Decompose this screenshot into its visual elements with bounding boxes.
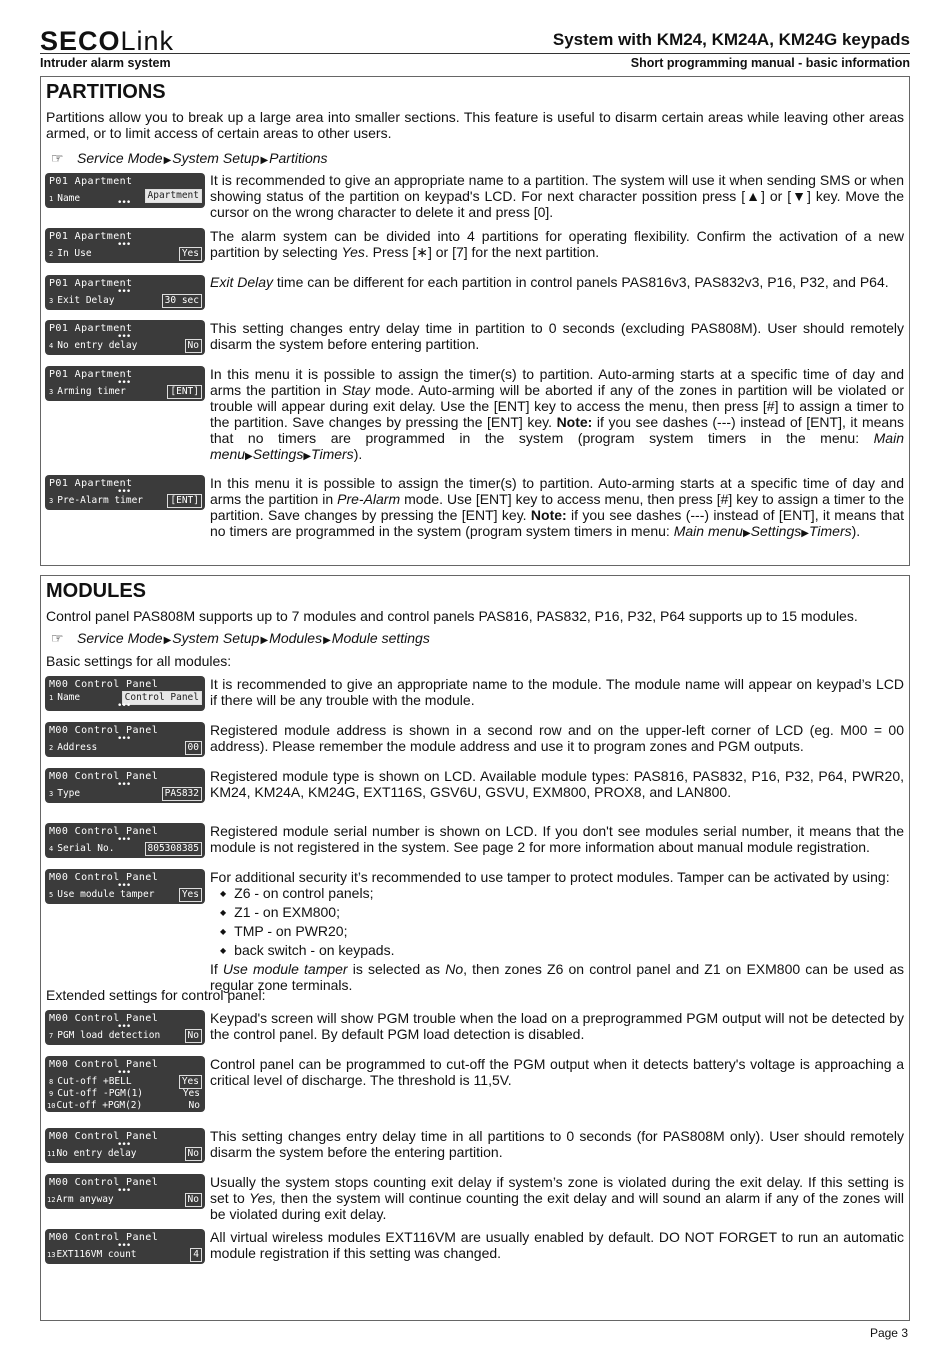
lcd-item-number: 3	[49, 297, 54, 305]
lcd-item-number: 7	[49, 1032, 54, 1040]
partitions-section	[40, 76, 910, 566]
path-item: Service Mode	[77, 150, 163, 166]
document-title: System with KM24, KM24A, KM24G keypads	[552, 30, 910, 49]
lcd-item-label: EXT116VM count	[56, 1249, 137, 1260]
lcd-item-number: 13	[47, 1251, 56, 1259]
lcd-value: Apartment	[145, 189, 202, 203]
extended-settings-label: Extended settings for control panel:	[46, 987, 266, 1003]
lcd-value: No	[185, 1193, 202, 1207]
desc-italic: Exit Delay	[210, 274, 274, 290]
lcd-line1: M00 Control Panel	[49, 679, 159, 690]
desc-italic: Yes,	[249, 1190, 277, 1206]
lcd-line2	[49, 193, 80, 204]
lcd-dots: •••	[117, 1140, 131, 1150]
lcd-line2	[47, 1249, 137, 1260]
lcd-item-label: No entry delay	[56, 1148, 137, 1159]
setting-description: Control panel can be programmed to cut-off the PGM output when it detects battery's voltage is approaching a critical level of discharge. The threshold is 11,5V.	[210, 1056, 904, 1088]
list-item: ◆ Z1 - on EXM800;	[220, 904, 904, 923]
desc-text: time can be different for each partition in control panels PAS816v3, PAS832v3, P16, P32, and P64.	[273, 274, 889, 290]
lcd-dots: •••	[117, 1186, 131, 1196]
desc-text: ).	[353, 446, 363, 462]
lcd-line1: P01 Apartment	[49, 369, 133, 380]
lcd-line1: M00 Control Panel	[49, 771, 159, 782]
lcd-line2	[49, 248, 92, 259]
lcd-line2	[49, 889, 154, 900]
lcd-item-number: 3	[49, 388, 54, 396]
triangle-right-icon: ▶	[163, 635, 172, 646]
desc-text: ).	[851, 523, 861, 539]
lcd-display	[45, 320, 205, 355]
note-label: Note:	[556, 414, 593, 430]
lcd-dots: •••	[117, 734, 131, 744]
lcd-value: Yes	[182, 1088, 200, 1099]
desc-text: if you see dashes (---) instead of [ENT], it means that no timers are programmed in the system (program system timers in the menu:	[210, 414, 904, 446]
lcd-line1: P01 Apartment	[49, 478, 133, 489]
page-header	[40, 22, 910, 74]
list-item: ◆ back switch - on keypads.	[220, 942, 904, 961]
desc-text: In this menu it is possible to assign the timer(s) to partition. Auto-arming starts at a specific time of day and arms the partition in	[210, 475, 904, 507]
lcd-line2	[49, 295, 114, 306]
lcd-line2	[49, 843, 114, 854]
lcd-item-number: 4	[49, 342, 54, 350]
list-item: ◆ TMP - on PWR20;	[220, 923, 904, 942]
desc-italic: Settings	[252, 446, 304, 462]
desc-italic: Settings	[750, 523, 802, 539]
lcd-display	[45, 1174, 205, 1209]
setting-description: This setting changes entry delay time in all partitions to 0 seconds (for PAS808M only). User should remotely disarm the system before the entering partition.	[210, 1128, 904, 1160]
note-label: Note:	[530, 507, 567, 523]
lcd-line1: P01 Apartment	[49, 231, 133, 242]
lcd-dots: •••	[117, 1068, 131, 1078]
setting-description	[210, 366, 904, 465]
desc-italic: Timers	[311, 446, 354, 462]
setting-description	[210, 228, 904, 260]
lcd-line	[47, 1100, 142, 1111]
document-subtitle-right: Short programming manual - basic information	[630, 56, 910, 70]
setting-description: Registered module serial number is shown on LCD. If you don't see modules serial number, it means that the module is not registered in the system. See page 2 for more information about manual module registration.	[210, 823, 904, 855]
lcd-value: 4	[190, 1248, 202, 1262]
desc-text: Usually the system stops counting exit delay if system’s zone is violated during the exit delay. If this setting is set to	[210, 1174, 904, 1206]
lcd-display	[45, 1010, 205, 1045]
lcd-item-label: Exit Delay	[57, 295, 115, 306]
lcd-display	[45, 1229, 205, 1264]
desc-italic: Main menu	[673, 523, 743, 539]
lcd-display	[45, 676, 205, 711]
setting-description: It is recommended to give an appropriate name to the module. The module name will appear on keypad’s LCD if there will be any trouble with the module.	[210, 676, 904, 708]
lcd-line2	[47, 1148, 137, 1159]
section-title: MODULES	[46, 580, 146, 602]
desc-italic: Stay	[341, 382, 370, 398]
menu-path	[51, 150, 328, 167]
setting-description	[210, 1174, 904, 1222]
lcd-item-label: No entry delay	[57, 340, 138, 351]
lcd-value: Yes	[179, 247, 202, 261]
desc-text: The alarm system can be divided into 4 partitions for operating flexibility. Confirm the activation of a new partition by selecting	[210, 228, 904, 260]
lcd-item-label: Name	[57, 193, 81, 204]
lcd-display	[45, 475, 205, 510]
document-subtitle-left: Intruder alarm system	[40, 56, 171, 70]
desc-text: In this menu it is possible to assign the timer(s) to partition. Auto-arming starts at a specific time of day and arms the partition in	[210, 366, 904, 398]
lcd-display	[45, 823, 205, 858]
path-item: Service Mode	[77, 630, 163, 646]
lcd-value: Yes	[179, 888, 202, 902]
header-divider	[40, 53, 910, 54]
lcd-line2	[49, 495, 143, 506]
path-item: System Setup	[172, 630, 260, 646]
lcd-dots: •••	[117, 881, 131, 891]
setting-description: Registered module type is shown on LCD. Available module types: PAS816, PAS832, P16, P32, P64, PWR20, KM24, KM24A, KM24G, EXT116S, GSV6U, GSVU, EXM800, PROX8, and LAN800.	[210, 768, 904, 800]
lcd-item-number: 11	[47, 1150, 56, 1158]
lcd-dots: •••	[117, 835, 131, 845]
bullet-list	[220, 885, 904, 961]
lcd-item-label: Arming timer	[57, 386, 126, 397]
menu-path	[51, 630, 430, 647]
lcd-line2	[49, 742, 97, 753]
path-item: Partitions	[269, 150, 328, 166]
triangle-right-icon: ▶	[260, 635, 269, 646]
lcd-line1: M00 Control Panel	[49, 1013, 159, 1024]
lcd-line	[49, 1088, 143, 1099]
lcd-dots: •••	[117, 287, 131, 297]
basic-settings-label: Basic settings for all modules:	[46, 653, 232, 669]
lcd-line2	[49, 340, 137, 351]
desc-italic: No	[445, 961, 464, 977]
triangle-right-icon: ▶	[801, 528, 809, 539]
desc-italic: Yes	[341, 244, 365, 260]
lcd-line1: M00 Control Panel	[49, 872, 159, 883]
desc-text: For additional security it’s recommended to use tamper to protect modules. Tamper can be activated by using:	[210, 869, 890, 885]
lcd-item-number: 8	[49, 1078, 54, 1086]
lcd-dots: •••	[117, 240, 131, 250]
lcd-display	[45, 173, 205, 208]
lcd-item-number: 2	[49, 250, 54, 258]
lcd-item-label: In Use	[57, 248, 92, 259]
lcd-item-label: Serial No.	[57, 843, 115, 854]
setting-description: All virtual wireless modules EXT116VM are usually enabled by default. DO NOT FORGET to run an automatic module registration if this setting was changed.	[210, 1229, 904, 1261]
desc-text: mode. Use [ENT] key to access menu, then press [#] key to assign a timer to the partition. Save changes by pressing the [ENT] key.	[210, 491, 904, 523]
desc-text: . Press [∗] or [7] for the next partition.	[364, 244, 600, 260]
lcd-display	[45, 1056, 205, 1112]
triangle-right-icon: ▶	[260, 155, 269, 166]
lcd-item-label: Cut-off +BELL	[57, 1076, 132, 1087]
modules-section	[40, 575, 910, 1321]
lcd-dots: •••	[117, 487, 131, 497]
lcd-display	[45, 869, 205, 904]
triangle-right-icon: ▶	[245, 451, 253, 462]
triangle-right-icon: ▶	[163, 155, 172, 166]
lcd-item-label: Address	[57, 742, 98, 753]
lcd-dots: •••	[117, 701, 131, 711]
setting-description: Keypad's screen will show PGM trouble when the load on a preprogrammed PGM output will not be detected by the control panel. By default PGM load detection is disabled.	[210, 1010, 904, 1042]
lcd-display	[45, 366, 205, 401]
lcd-dots: •••	[117, 332, 131, 342]
lcd-dots: •••	[117, 1241, 131, 1251]
lcd-display	[45, 1128, 205, 1163]
lcd-item-label: Use module tamper	[57, 889, 155, 900]
lcd-item-number: 2	[49, 744, 54, 752]
lcd-item-number: 12	[47, 1196, 56, 1204]
lcd-line1: M00 Control Panel	[49, 725, 159, 736]
lcd-line1: P01 Apartment	[49, 176, 133, 187]
lcd-value: No	[185, 1029, 202, 1043]
lcd-item-number: 10	[47, 1102, 56, 1110]
lcd-line2	[49, 692, 80, 703]
lcd-value: Control Panel	[122, 691, 202, 705]
lcd-value: Yes	[179, 1075, 202, 1089]
lcd-dots: •••	[117, 780, 131, 790]
lcd-value: 00	[185, 741, 202, 755]
setting-description	[210, 869, 904, 993]
lcd-line2	[47, 1194, 114, 1205]
lcd-line1: M00 Control Panel	[49, 1232, 159, 1243]
path-item: Module settings	[331, 630, 430, 646]
lcd-item-number: 4	[49, 845, 54, 853]
desc-text: then the system will continue counting the exit delay and will sound an alarm if any of the zones will be violated during exit delay.	[210, 1190, 904, 1222]
lcd-display	[45, 722, 205, 757]
lcd-line1: P01 Apartment	[49, 323, 133, 334]
desc-text: is selected as	[347, 961, 446, 977]
lcd-display	[45, 768, 205, 803]
lcd-value: No	[185, 1147, 202, 1161]
lcd-item-label: Cut-off -PGM(1)	[57, 1088, 144, 1099]
lcd-dots: •••	[117, 198, 131, 208]
setting-description: This setting changes entry delay time in partition to 0 seconds (excluding PAS808M). User should remotely disarm the system before entering partition.	[210, 320, 904, 352]
section-intro: Partitions allow you to break up a large area into smaller sections. This feature is useful to disarm certain areas while leaving other areas armed, or to limit access of certain areas to other users.	[46, 109, 904, 141]
path-item: Modules	[269, 630, 323, 646]
lcd-line1: M00 Control Panel	[49, 1059, 159, 1070]
lcd-value: 30 sec	[162, 294, 202, 308]
lcd-item-label: Name	[57, 692, 81, 703]
lcd-line1: M00 Control Panel	[49, 1131, 159, 1142]
logo-part-a: SECO	[40, 26, 121, 56]
lcd-display	[45, 275, 205, 310]
setting-description: It is recommended to give an appropriate name to a partition. The system will use it when sending SMS or when showing status of the partition on keypad's LCD. For next character possition press [▲] or [▼] key. Move the cursor on the wrong character to delete it and press [0].	[210, 172, 904, 220]
desc-italic: Pre-Alarm	[337, 491, 401, 507]
setting-description: Registered module address is shown in a second row and on the upper-left corner of LCD (eg. M00 = 00 address). Please remember the module address and use it to program zones and PGM outputs.	[210, 722, 904, 754]
lcd-line2	[49, 1030, 160, 1041]
lcd-value: [ENT]	[167, 494, 202, 508]
lcd-item-number: 5	[49, 891, 54, 899]
section-title: PARTITIONS	[46, 81, 166, 103]
lcd-dots: •••	[117, 378, 131, 388]
lcd-value: [ENT]	[167, 385, 202, 399]
lcd-item-label: Type	[57, 788, 81, 799]
lcd-item-number: 3	[49, 790, 54, 798]
section-intro: Control panel PAS808M supports up to 7 modules and control panels PAS816, PAS832, P16, P32, P64 supports up to 15 modules.	[46, 608, 858, 624]
setting-description	[210, 475, 904, 542]
list-item: ◆ Z6 - on control panels;	[220, 885, 904, 904]
lcd-line1: M00 Control Panel	[49, 826, 159, 837]
lcd-item-number: 1	[49, 195, 54, 203]
page-number: Page 3	[869, 1326, 908, 1340]
pointing-hand-icon: ☞	[51, 630, 64, 646]
lcd-item-number: 1	[49, 694, 54, 702]
lcd-dots: •••	[117, 1022, 131, 1032]
lcd-value: PAS832	[162, 787, 202, 801]
desc-text: If	[210, 961, 223, 977]
desc-italic: Main menu	[210, 430, 904, 462]
desc-text: if you see dashes (---) instead of [ENT], it means that no timers are programmed in the system (program system timers in menu:	[210, 507, 904, 539]
desc-italic: Timers	[808, 523, 852, 539]
lcd-item-label: Arm anyway	[56, 1194, 114, 1205]
triangle-right-icon: ▶	[742, 528, 751, 539]
lcd-value: No	[185, 339, 202, 353]
desc-text: , then zones Z6 on control panel and Z1 on EXM800 can be used as regular zone terminals.	[210, 961, 904, 993]
lcd-value: No	[188, 1100, 200, 1111]
lcd-line	[49, 1076, 132, 1087]
pointing-hand-icon: ☞	[51, 150, 64, 166]
desc-italic: Use module tamper	[222, 961, 348, 977]
triangle-right-icon: ▶	[303, 451, 312, 462]
path-item: System Setup	[172, 150, 260, 166]
lcd-item-number: 9	[49, 1090, 54, 1098]
logo-part-b: Link	[120, 26, 175, 56]
lcd-line2	[49, 386, 126, 397]
lcd-display	[45, 228, 205, 263]
desc-text: mode. Auto-arming will be aborted if any of the zones in partition will be violated or trouble will appear during exit delay. Use the [ENT] key to access the menu, then press [#] to assign a timer to the partition. Save changes by pressing the [ENT] key.	[210, 382, 904, 430]
lcd-item-number: 3	[49, 497, 54, 505]
lcd-item-label: Pre-Alarm timer	[57, 495, 144, 506]
lcd-item-label: PGM load detection	[57, 1030, 161, 1041]
lcd-value: 805308385	[145, 842, 202, 856]
lcd-line1: P01 Apartment	[49, 278, 133, 289]
lcd-item-label: Cut-off +PGM(2)	[56, 1100, 143, 1111]
setting-description	[210, 274, 904, 290]
lcd-line1: M00 Control Panel	[49, 1177, 159, 1188]
lcd-line2	[49, 788, 80, 799]
triangle-right-icon: ▶	[323, 635, 331, 646]
